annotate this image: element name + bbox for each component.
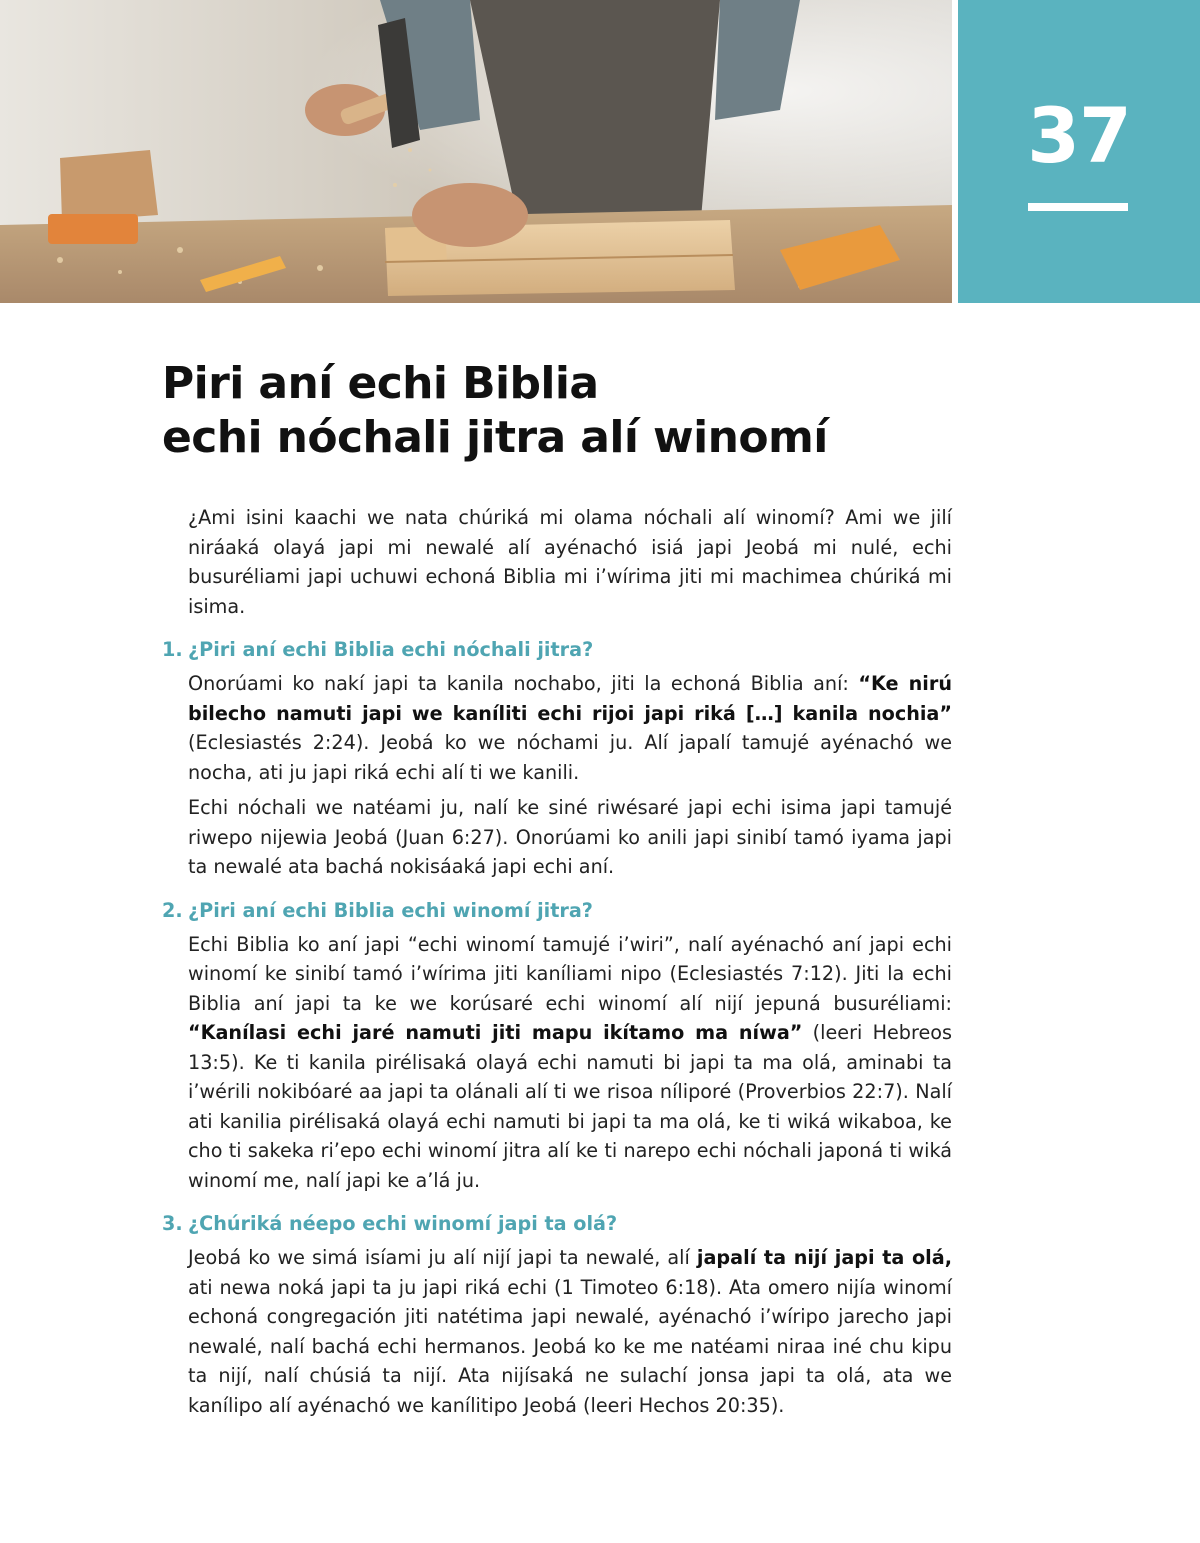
page-title-line-1: Piri aní echi Biblia [162, 358, 599, 409]
lesson-number-box [958, 0, 1200, 303]
intro-paragraph: ¿Ami isini kaachi we nata chúriká mi olama nóchali alí winomí? Ami we jilí niráaká olayá japi mi newalé alí ayénachó isiá japi Jeobá mi nulé, echi busuréliami japi uchuwi echoná Biblia mi i’wírima jiti mi machimea chúriká mi isima. [188, 506, 952, 618]
section-2 [162, 896, 952, 1196]
section-number: 2. [162, 898, 183, 922]
bible-quote: “Kanílasi echi jaré namuti jiti mapu ikítamo ma níwa” [188, 1021, 803, 1044]
hero-photo [0, 0, 952, 303]
lesson-number-underline [1028, 203, 1128, 211]
page-title [162, 357, 922, 465]
section-heading [162, 635, 952, 665]
section-paragraph: Onorúami ko nakí japi ta kanila nochabo, jiti la echoná Biblia aní: “Ke nirú bilecho namuti japi we kaníliti echi rijoi japi riká […] kanila nochia” (Eclesiastés 2:24). Jeobá ko we nóchami ju. Alí japalí tamujé ayénachó we nocha, ati ju japi riká echi alí ti we kanili. [188, 672, 952, 784]
section-paragraph: Jeobá ko we simá isíami ju alí nijí japi ta newalé, alí japalí ta nijí japi ta olá, ati newa noká japi ta ju japi riká echi (1 Timoteo 6:18). Ata omero nijía winomí echoná congregación jiti natétima japi newalé, ayénachó i’wíripo jarecho japi newalé, nalí bachá echi hermanos. Jeobá ko ke me natéami niraa iné chu kipu ta nijí, nalí chúsiá ta nijí. Ata nijísaká ne sulachí jonsa japi ta olá, ata we kanílipo alí ayénachó we kanílitipo Jeobá (leeri Hechos 20:35). [188, 1246, 952, 1417]
lesson-content [162, 503, 952, 1420]
section-question: ¿Chúriká néepo echi winomí japi ta olá? [188, 1212, 618, 1235]
section-paragraph: Echi nóchali we natéami ju, nalí ke siné riwésaré japi echi isima japi tamujé riwepo nijewia Jeobá (Juan 6:27). Onorúami ko anili japi sinibí tamó iyama japi ta newalé ata bachá nokisáaká japi echi aní. [188, 796, 952, 878]
lesson-number: 37 [1027, 91, 1131, 180]
section-paragraph: Echi Biblia ko aní japi “echi winomí tamujé i’wiri”, nalí ayénachó aní japi echi winomí ke sinibí tamó i’wírima jiti kaníliami nipo (Eclesiastés 7:12). Jiti la echi Biblia aní japi ta ke we korúsaré echi winomí alí nijí jepuná busuréliami: “Kanílasi echi jaré namuti jiti mapu ikítamo ma níwa” (leeri Hebreos 13:5). Ke ti kanila pirélisaká olayá echi namuti bi japi ta ma olá, aminabi ta i’wérili nokibóaré aa japi ta olánali alí ti we risoa níliporé (Proverbios 22:7). Nalí ati kanilia pirélisaká olayá echi namuti bi japi ta ma olá, ke ti wiká wikaboa, ke cho ti sakeka ri’epo echi winomí jitra alí ke ti narepo echi nóchali japoná ti wiká winomí me, nalí japi ke a’lá ju. [188, 932, 952, 1192]
bold-emphasis: japalí ta nijí japi ta olá, [696, 1246, 952, 1269]
section-heading [162, 896, 952, 926]
section-question: ¿Piri aní echi Biblia echi nóchali jitra? [188, 638, 594, 661]
section-question: ¿Piri aní echi Biblia echi winomí jitra? [188, 898, 593, 922]
section-heading [162, 1209, 952, 1239]
section-1 [162, 635, 952, 882]
carpenter-photo-illustration [0, 0, 952, 303]
bible-quote: “Ke nirú bilecho namuti japi we kaníliti echi rijoi japi riká […] kanila nochia” [188, 672, 952, 725]
section-3 [162, 1209, 952, 1420]
page-title-line-2: echi nóchali jitra alí winomí [162, 412, 828, 463]
section-number: 1. [162, 638, 183, 661]
section-number: 3. [162, 1212, 183, 1235]
